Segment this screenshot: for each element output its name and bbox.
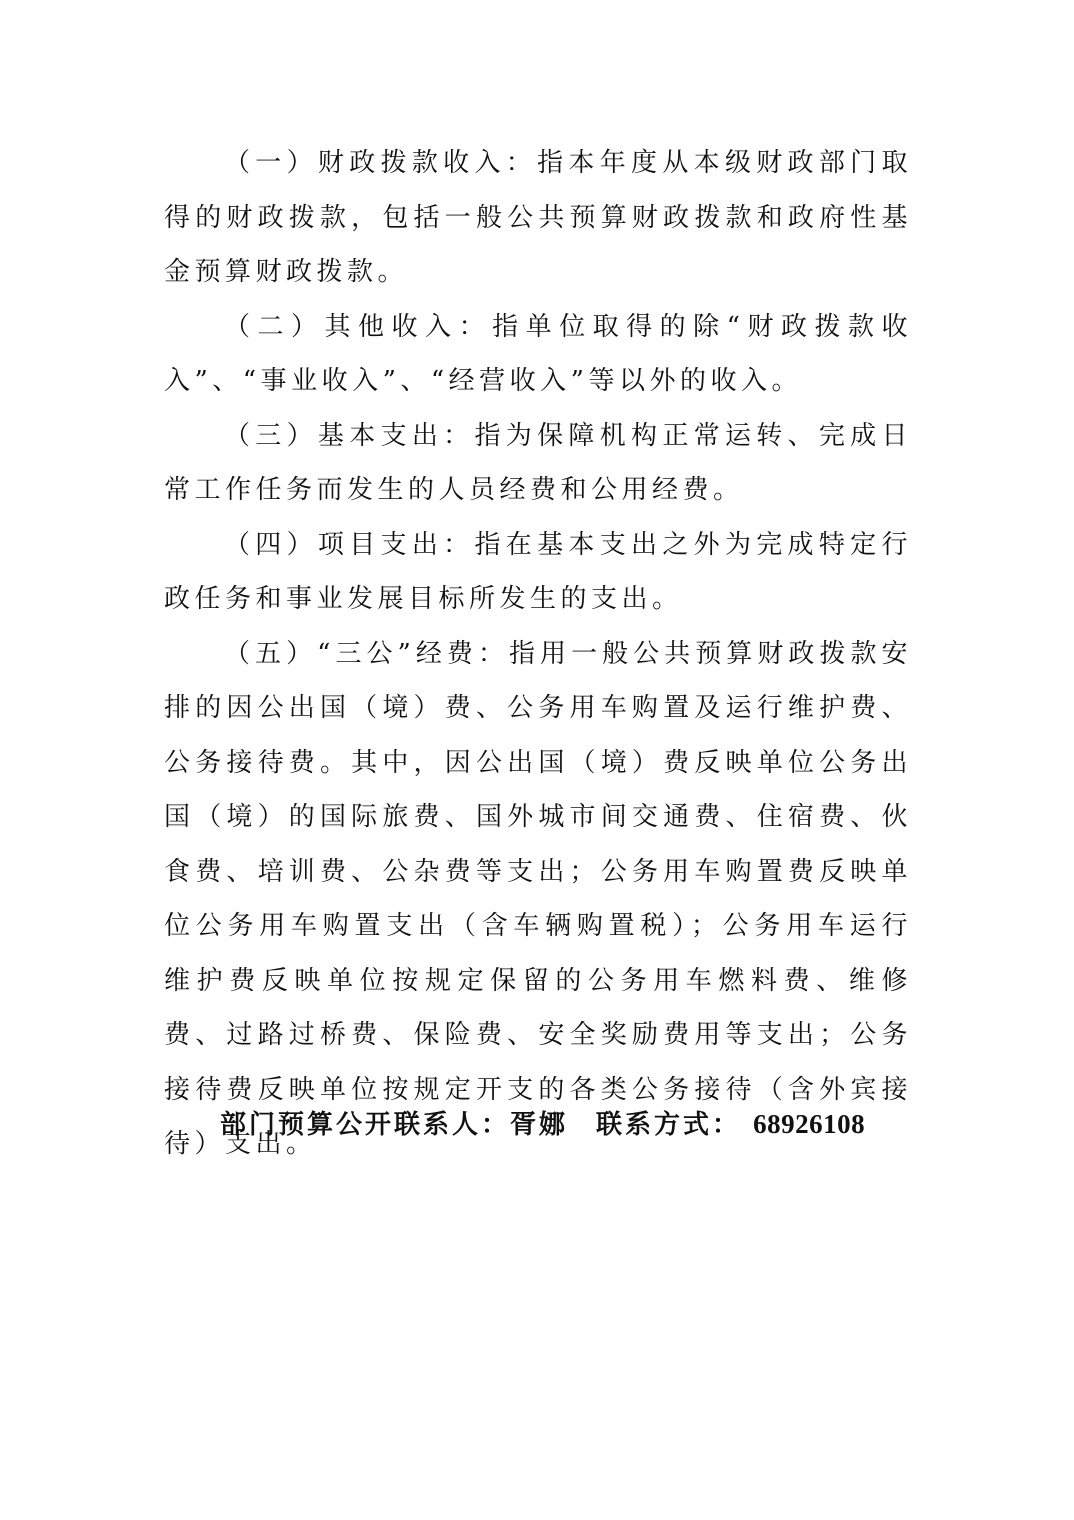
paragraph-other-income: （二）其他收入：指单位取得的除“财政拨款收入”、“事业收入”、“经营收入”等以外的收入。: [164, 311, 912, 396]
paragraph-fiscal-appropriation-income: （一）财政拨款收入：指本年度从本级财政部门取得的财政拨款，包括一般公共预算财政拨款和政府性基金预算财政拨款。: [164, 148, 912, 287]
contact-person: 部门预算公开联系人：胥娜: [220, 1110, 569, 1140]
document-body: [164, 136, 912, 1172]
paragraph-three-public-expenses: （五）“三公”经费：指用一般公共预算财政拨款安排的因公出国（境）费、公务用车购置及运行维护费、公务接待费。其中，因公出国（境）费反映单位公务出国（境）的国际旅费、国外城市间交通费、住宿费、伙食费、培训费、公杂费等支出；公务用车购置费反映单位公务用车购置支出（含车辆购置税）；公务用车运行维护费反映单位按规定保留的公务用车燃料费、维修费、过路过桥费、保险费、安全奖励费用等支出；公务接待费反映单位按规定开支的各类公务接待（含外宾接待）支出。: [164, 638, 912, 1159]
contact-method-label: 联系方式：: [596, 1110, 742, 1140]
contact-phone: 68926108: [753, 1109, 866, 1139]
paragraph-basic-expenditure: （三）基本支出：指为保障机构正常运转、完成日常工作任务而发生的人员经费和公用经费。: [164, 420, 912, 505]
contact-line: [220, 1097, 940, 1152]
paragraph-project-expenditure: （四）项目支出：指在基本支出之外为完成特定行政任务和事业发展目标所发生的支出。: [164, 529, 912, 614]
